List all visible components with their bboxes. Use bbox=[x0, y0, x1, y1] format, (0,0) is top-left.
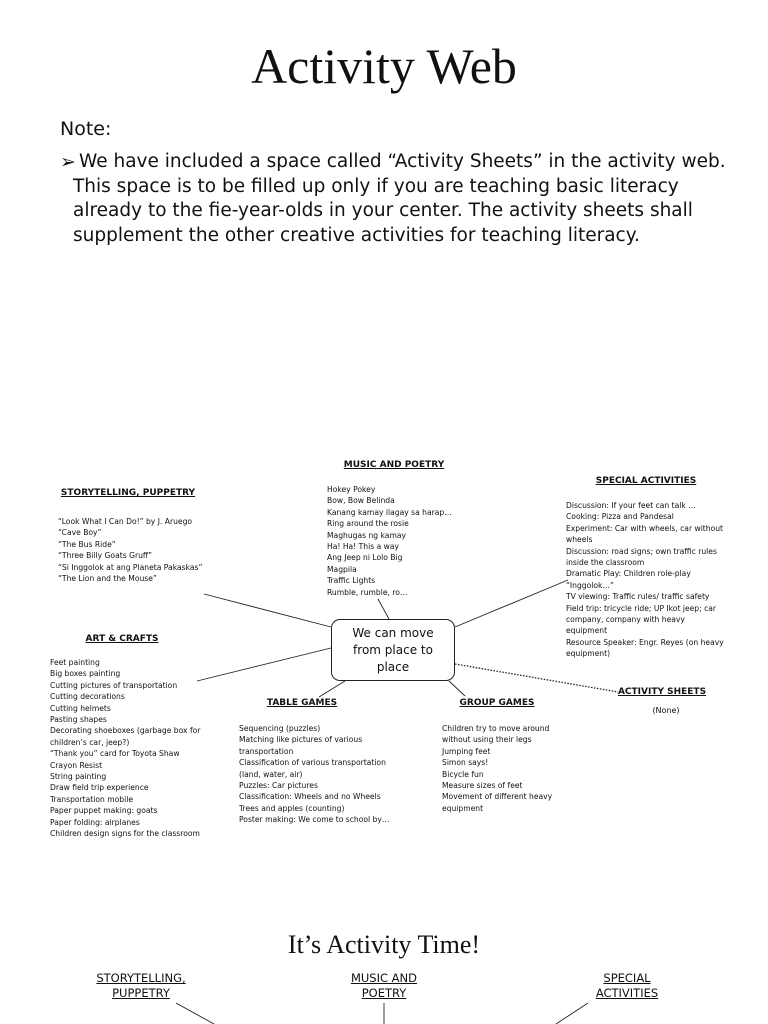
list-item: Measure sizes of feet bbox=[442, 781, 523, 791]
list-item: Field trip: tricycle ride; UP Ikot jeep; car company, company with heavy equipment bbox=[566, 603, 717, 636]
list-item: Big boxes painting bbox=[50, 669, 121, 679]
list-item: Bow, Bow Belinda bbox=[327, 496, 395, 506]
list-item: “Three Billy Goats Gruff” bbox=[58, 551, 153, 561]
list-item: Matching like pictures of various transportation bbox=[239, 735, 363, 756]
list-item: Puzzles: Car pictures bbox=[239, 781, 318, 791]
connector-music bbox=[378, 599, 389, 619]
storytelling-list bbox=[58, 516, 203, 584]
list-item: String painting bbox=[50, 772, 107, 782]
list-item: Poster making: We come to school by… bbox=[239, 815, 390, 825]
list-item: Decorating shoeboxes (garbage box for children’s car, jeep?) bbox=[50, 726, 201, 747]
connector-group-games bbox=[449, 681, 465, 696]
bottom-special-activities-heading: SPECIAL ACTIVITIES bbox=[595, 971, 659, 1000]
page-title: Activity Web bbox=[251, 38, 517, 94]
list-item: Transportation mobile bbox=[50, 794, 134, 804]
music-poetry-list bbox=[327, 484, 462, 598]
bottom-storytelling-heading: STORYTELLING, PUPPETRY bbox=[96, 971, 186, 1000]
note-text-first-line: We have included a space called “Activity Sheets” in the activity web. bbox=[79, 151, 726, 172]
list-item: Ang Jeep ni Lolo Big bbox=[327, 553, 403, 563]
list-item: Ring around the rosie bbox=[327, 519, 409, 529]
note-bullet-icon: ➢ bbox=[60, 151, 76, 173]
activity-sheets-heading: ACTIVITY SHEETS bbox=[617, 687, 707, 697]
special-activities-heading: SPECIAL ACTIVITIES bbox=[595, 476, 697, 486]
web-center-topic: We can move from place to place bbox=[331, 619, 455, 681]
list-item: Crayon Resist bbox=[50, 760, 103, 770]
list-item: Rumble, rumble, ro… bbox=[327, 587, 408, 597]
list-item: Bicycle fun bbox=[442, 769, 484, 779]
list-item: Discussion: road signs; own traffic rules inside the classroom bbox=[566, 546, 717, 568]
list-item: Magpila bbox=[327, 564, 357, 574]
list-item: Ha! Ha! This a way bbox=[327, 542, 399, 552]
connector-art bbox=[197, 648, 331, 681]
table-games-list bbox=[239, 723, 397, 826]
list-item: Draw field trip experience bbox=[50, 783, 149, 793]
list-item: Classification: Wheels and no Wheels bbox=[239, 792, 381, 802]
list-item: Simon says! bbox=[442, 758, 489, 768]
table-games-heading: TABLE GAMES bbox=[266, 698, 338, 708]
list-item: Resource Speaker: Engr. Reyes (on heavy equipment) bbox=[566, 637, 724, 659]
list-item: Traffic Lights bbox=[327, 576, 376, 586]
connector-special bbox=[455, 580, 568, 627]
connector-activity-sheets bbox=[455, 664, 618, 692]
list-item: Jumping feet bbox=[442, 746, 491, 756]
list-item: Trees and apples (counting) bbox=[239, 803, 345, 813]
list-item: Sequencing (puzzles) bbox=[239, 724, 321, 733]
list-item: Children design signs for the classroom bbox=[50, 829, 200, 839]
group-games-heading: GROUP GAMES bbox=[459, 698, 535, 708]
connector-storytelling bbox=[204, 594, 331, 627]
list-item: Cutting decorations bbox=[50, 692, 125, 702]
group-games-list bbox=[442, 723, 564, 814]
list-item: Movement of different heavy equipment bbox=[442, 792, 553, 813]
list-item: Cooking: Pizza and Pandesal bbox=[566, 512, 674, 522]
list-item: Paper puppet making: goats bbox=[50, 806, 158, 816]
list-item: “Si Inggolok at ang Planeta Pakaskas” bbox=[58, 562, 203, 572]
music-poetry-heading: MUSIC AND POETRY bbox=[343, 460, 445, 470]
bottom-connector-storytelling bbox=[176, 1003, 214, 1024]
art-crafts-list bbox=[50, 657, 208, 840]
list-item: Kanang kamay ilagay sa harap… bbox=[327, 507, 452, 517]
list-item: Dramatic Play: Children role-play “Inggolok…” bbox=[566, 569, 691, 590]
activity-sheets-value: (None) bbox=[652, 706, 680, 715]
note-label: Note: bbox=[60, 118, 112, 140]
list-item: Feet painting bbox=[50, 658, 100, 667]
bottom-music-poetry-heading: MUSIC AND POETRY bbox=[350, 971, 418, 1000]
list-item: “Look What I Can Do!” by J. Aruego bbox=[58, 517, 193, 526]
list-item: “Thank you” card for Toyota Shaw bbox=[50, 749, 180, 759]
storytelling-heading: STORYTELLING, PUPPETRY bbox=[60, 488, 196, 498]
note-text-rest: This space is to be filled up only if you are teaching basic literacy already to the fie-year-olds in your center. The activity sheets shall supplement the other creative activities for teaching literacy. bbox=[73, 175, 693, 246]
list-item: “The Lion and the Mouse” bbox=[58, 574, 157, 584]
list-item: Maghugas ng kamay bbox=[327, 530, 407, 540]
list-item: “The Bus Ride” bbox=[58, 539, 116, 549]
art-crafts-heading: ART & CRAFTS bbox=[85, 634, 159, 644]
list-item: Children try to move around without using their legs bbox=[442, 724, 550, 745]
list-item: Cutting pictures of transportation bbox=[50, 680, 178, 690]
connector-table-games bbox=[319, 681, 345, 697]
special-activities-list bbox=[566, 500, 726, 660]
list-item: Classification of various transportation (land, water, air) bbox=[239, 758, 386, 779]
list-item: Experiment: Car with wheels, car without wheels bbox=[566, 523, 724, 545]
list-item: Discussion: If your feet can talk … bbox=[566, 501, 696, 510]
list-item: Pasting shapes bbox=[50, 715, 107, 725]
list-item: TV viewing: Traffic rules/ traffic safety bbox=[566, 592, 710, 602]
list-item: “Cave Boy” bbox=[58, 528, 102, 538]
list-item: Cutting helmets bbox=[50, 703, 111, 713]
list-item: Paper folding: airplanes bbox=[50, 817, 140, 827]
section-subtitle: It’s Activity Time! bbox=[287, 930, 481, 959]
bottom-connector-special bbox=[556, 1003, 588, 1024]
list-item: Hokey Pokey bbox=[327, 485, 376, 494]
